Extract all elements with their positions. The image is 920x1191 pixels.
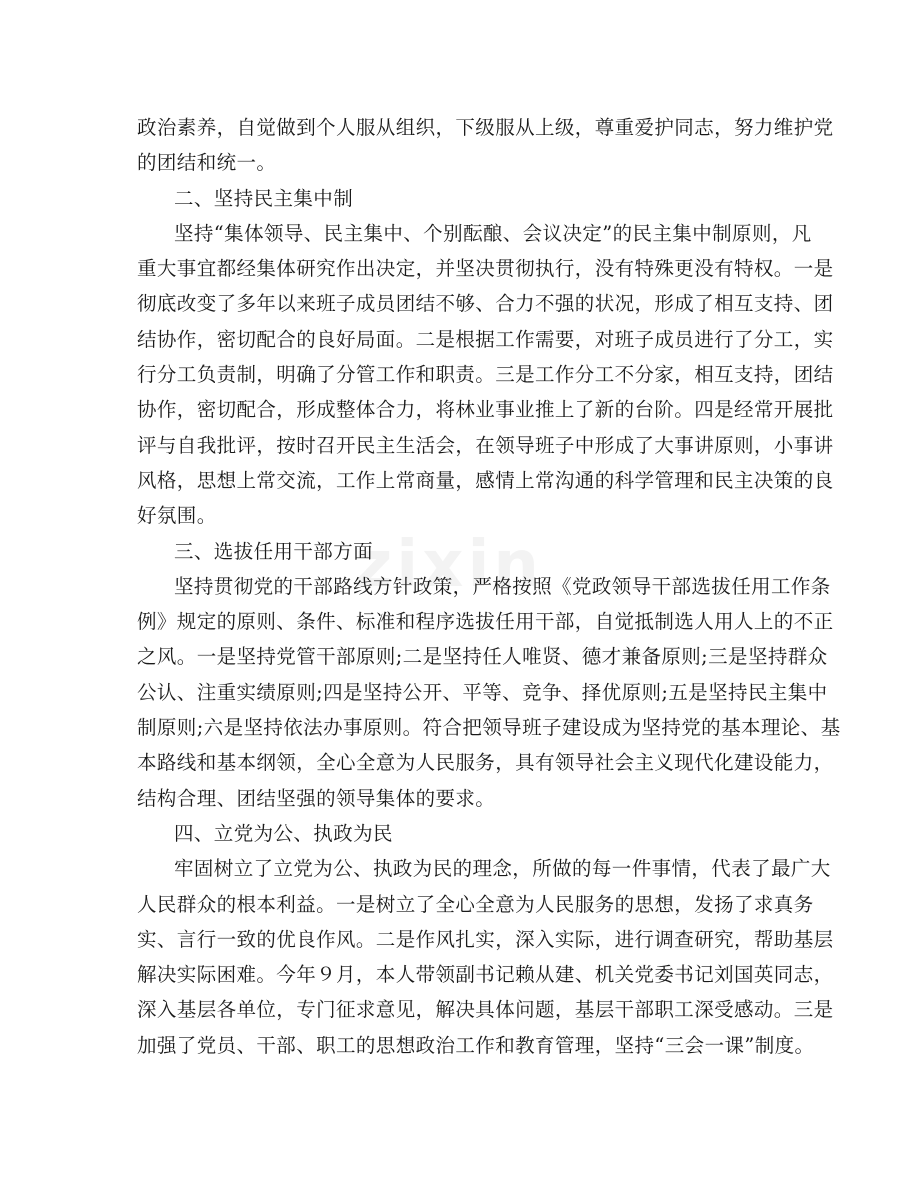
text-line: 的团结和统一。 (137, 151, 277, 175)
heading-line: 二、坚持民主集中制 (174, 186, 354, 210)
text-line: 协作，密切配合，形成整体合力，将林业事业推上了新的台阶。四是经常开展批 (137, 398, 834, 422)
text-line: 之风。一是坚持党管干部原则;二是坚持任人唯贤、德才兼备原则;三是坚持群众 (137, 645, 828, 669)
text-line: 评与自我批评，按时召开民主生活会，在领导班子中形成了大事讲原则，小事讲 (137, 433, 834, 457)
document-body (137, 110, 841, 1063)
section-heading (137, 816, 781, 851)
section-heading (137, 181, 781, 216)
text-line: 例》规定的原则、条件、标准和程序选拔任用干部，自觉抵制选人用人上的不正 (137, 610, 834, 634)
text-line: 解决实际困难。今年９月，本人带领副书记赖从建、机关党委书记刘国英同志， (137, 963, 834, 987)
text-line: 制原则;六是坚持依法办事原则。符合把领导班子建设成为坚持党的基本理论、基 (137, 716, 841, 740)
paragraph-continued (137, 110, 834, 181)
text-line: 重大事宜都经集体研究作出决定，并坚决贯彻执行，没有特殊更没有特权。一是 (137, 257, 834, 281)
text-line: 本路线和基本纲领，全心全意为人民服务，具有领导社会主义现代化建设能力， (137, 751, 834, 775)
text-line: 坚持贯彻党的干部路线方针政策，严格按照《党政领导干部选拔任用工作条 (174, 574, 831, 598)
text-line: 结协作，密切配合的良好局面。二是根据工作需要，对班子成员进行了分工，实 (137, 327, 834, 351)
text-line: 行分工负责制，明确了分管工作和职责。三是工作分工不分家，相互支持，团结 (137, 363, 834, 387)
text-line: 加强了党员、干部、职工的思想政治工作和教育管理，坚持“三会一课”制度。 (137, 1033, 815, 1057)
section-heading (137, 534, 781, 569)
text-line: 牢固树立了立党为公、执政为民的理念，所做的每一件事情，代表了最广大 (174, 857, 831, 881)
text-line: 结构合理、团结坚强的领导集体的要求。 (137, 786, 496, 810)
text-line: 好氛围。 (137, 504, 217, 528)
paragraph (137, 216, 834, 534)
text-line: 彻底改变了多年以来班子成员团结不够、合力不强的状况，形成了相互支持、团 (137, 292, 834, 316)
paragraph (137, 851, 834, 1063)
heading-line: 三、选拔任用干部方面 (174, 539, 374, 563)
text-line: 人民群众的根本利益。一是树立了全心全意为人民服务的思想，发扬了求真务 (137, 892, 814, 916)
paragraph (137, 569, 841, 816)
text-line: 政治素养，自觉做到个人服从组织，下级服从上级，尊重爱护同志，努力维护党 (137, 116, 834, 139)
heading-line: 四、立党为公、执政为民 (174, 821, 393, 845)
text-line: 坚持“集体领导、民主集中、个别酝酿、会议决定”的民主集中制原则，凡 (174, 221, 812, 245)
text-line: 风格，思想上常交流，工作上常商量，感情上常沟通的科学管理和民主决策的良 (137, 468, 834, 492)
text-line: 公认、注重实绩原则;四是坚持公开、平等、竞争、择优原则;五是坚持民主集中 (137, 680, 828, 704)
text-line: 实、言行一致的优良作风。二是作风扎实，深入实际，进行调查研究，帮助基层 (137, 927, 834, 951)
text-line: 深入基层各单位，专门征求意见，解决具体问题，基层干部职工深受感动。三是 (137, 998, 834, 1022)
